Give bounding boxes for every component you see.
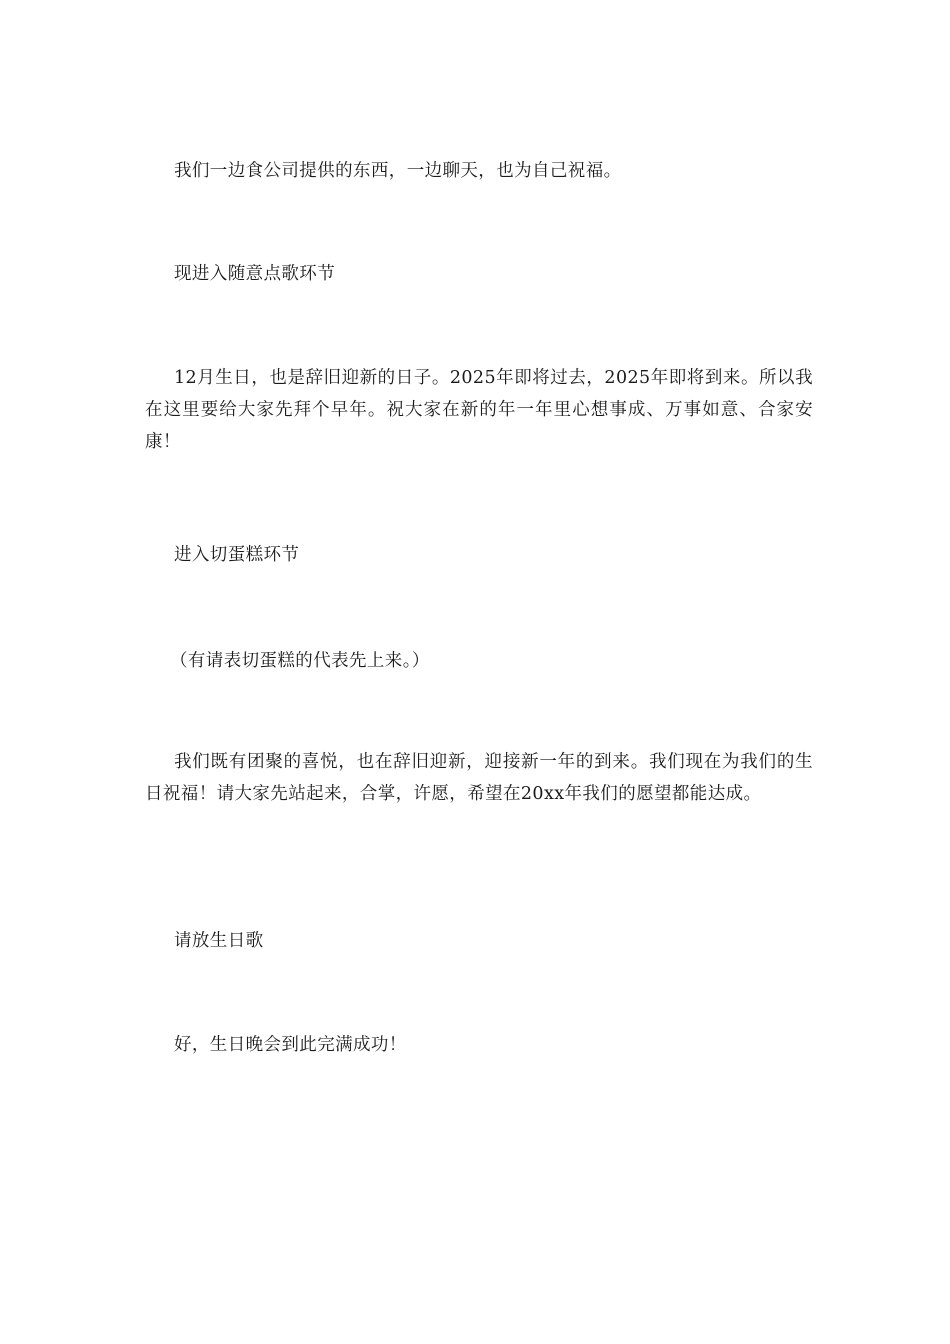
paragraph-birthday-song: 请放生日歌	[174, 931, 264, 951]
paragraph-closing: 好，生日晚会到此完满成功！	[174, 1035, 407, 1055]
paragraph-new-year-wishes: 12月生日，也是辞旧迎新的日子。2025年即将过去，2025年即将到来。所以我在这里要给大家先拜个早年。祝大家在新的年一年里心想事成、万事如意、合家安康！	[145, 368, 813, 452]
paragraph-birthday-blessing: 我们既有团聚的喜悦，也在辞旧迎新，迎接新一年的到来。我们现在为我们的生日祝福！请大家先站起来，合掌，许愿，希望在20xx年我们的愿望都能达成。	[145, 752, 813, 804]
paragraph-cake-cutting: 进入切蛋糕环节	[174, 545, 300, 565]
paragraph-song-request: 现进入随意点歌环节	[174, 264, 336, 284]
paragraph-dinner-chat: 我们一边食公司提供的东西，一边聊天，也为自己祝福。	[174, 161, 622, 181]
paragraph-cake-representative: （有请表切蛋糕的代表先上来。）	[170, 651, 430, 671]
